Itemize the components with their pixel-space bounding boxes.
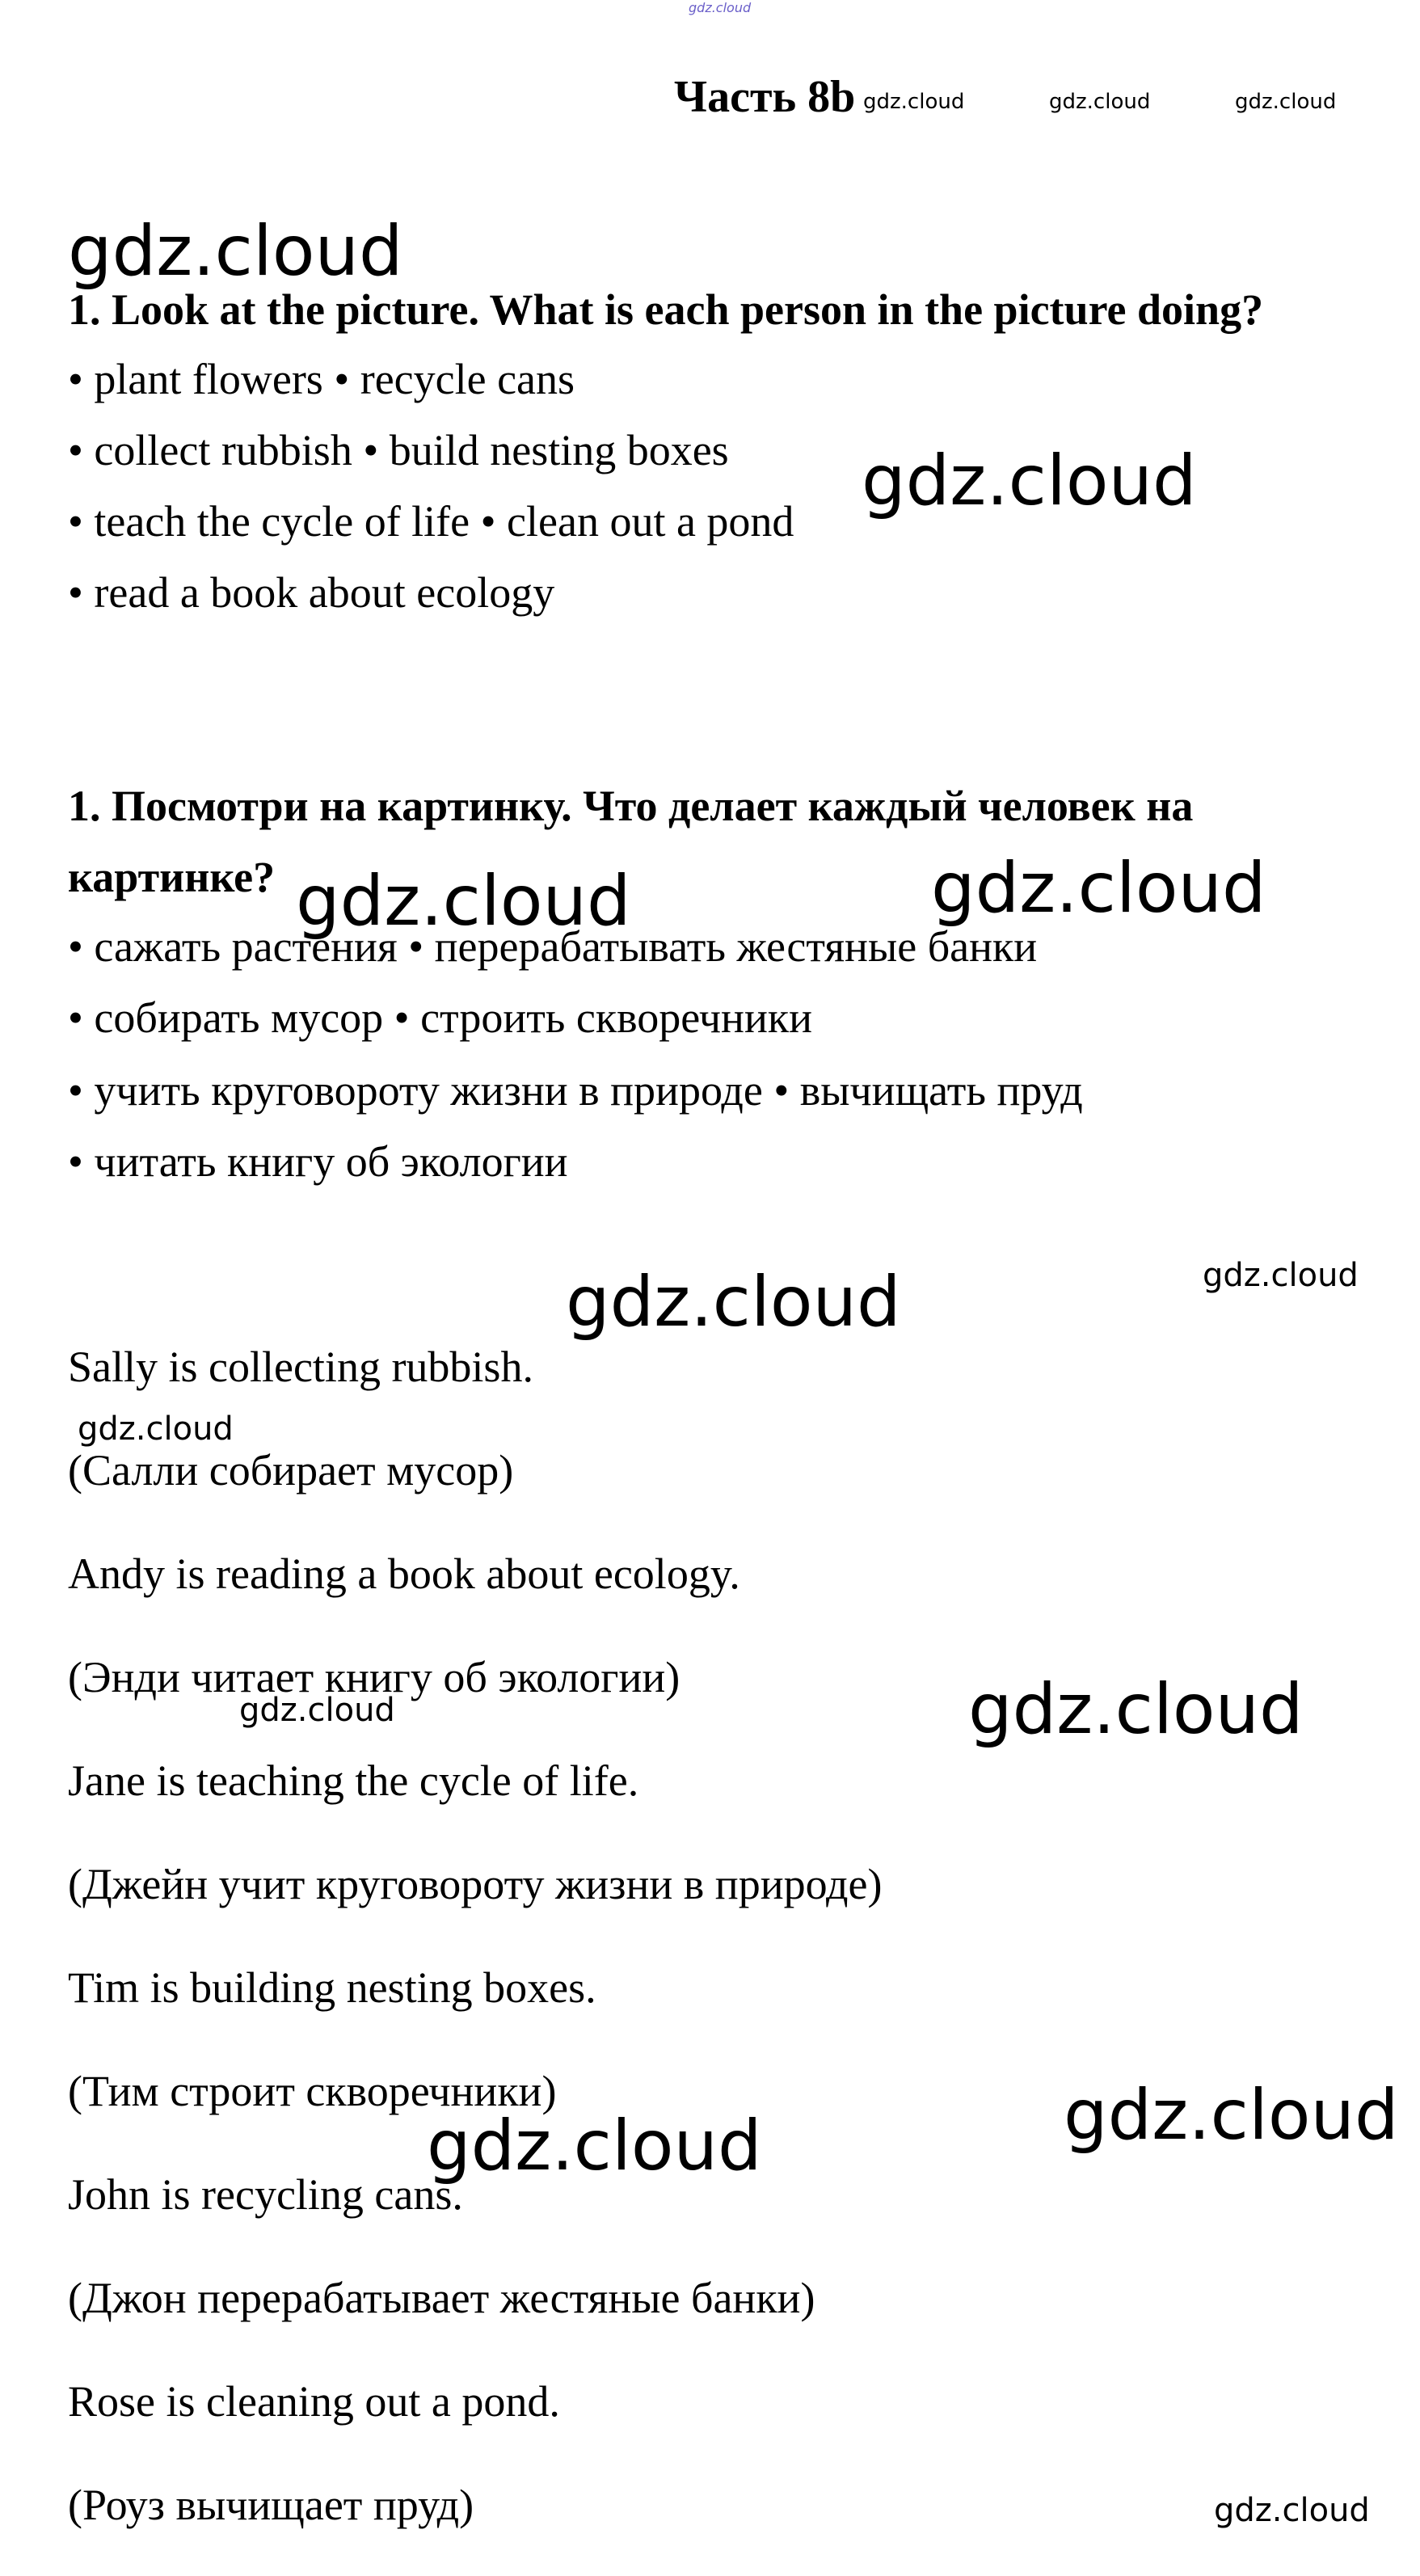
- exercise-item-ru: • читать книгу об экологии: [68, 1137, 568, 1186]
- answer-ru: (Джейн учит круговороту жизни в природе): [68, 1860, 883, 1908]
- answer-en: Jane is teaching the cycle of life.: [68, 1756, 639, 1805]
- watermark: gdz.cloud: [931, 848, 1266, 929]
- exercise-item-en: • plant flowers • recycle cans: [68, 355, 575, 403]
- watermark: gdz.cloud: [1235, 90, 1337, 114]
- watermark: gdz.cloud: [968, 1669, 1304, 1750]
- exercise-item-ru: • сажать растения • перерабатывать жестяные банки: [68, 922, 1038, 971]
- watermark: gdz.cloud: [239, 1692, 395, 1729]
- watermark: gdz.cloud: [427, 2106, 762, 2186]
- answer-ru: (Джон перерабатывает жестяные банки): [68, 2274, 815, 2322]
- watermark: gdz.cloud: [296, 861, 631, 942]
- exercise-item-en: • collect rubbish • build nesting boxes: [68, 426, 729, 474]
- answer-ru: (Салли собирает мусор): [68, 1446, 514, 1495]
- answer-ru: (Тим строит скворечники): [68, 2067, 557, 2115]
- exercise-heading-ru: картинке?: [68, 853, 276, 901]
- answer-en: Tim is building nesting boxes.: [68, 1963, 596, 2012]
- answer-ru: (Энди читает книгу об экологии): [68, 1653, 681, 1701]
- watermark: gdz.cloud: [863, 90, 965, 114]
- watermark: gdz.cloud: [862, 441, 1197, 521]
- watermark: gdz.cloud: [1203, 1257, 1359, 1294]
- answer-en: Sally is collecting rubbish.: [68, 1343, 533, 1391]
- answer-ru: (Роуз вычищает пруд): [68, 2481, 474, 2529]
- watermark: gdz.cloud: [1064, 2075, 1399, 2156]
- exercise-heading-en: 1. Look at the picture. What is each person in the picture doing?: [68, 285, 1264, 334]
- exercise-item-en: • teach the cycle of life • clean out a pond: [68, 497, 794, 546]
- page-title: Часть 8b: [674, 72, 856, 122]
- watermark: gdz.cloud: [689, 0, 752, 15]
- exercise-item-ru: • учить круговороту жизни в природе • вычищать пруд: [68, 1066, 1083, 1115]
- watermark: gdz.cloud: [78, 1410, 234, 1448]
- watermark: gdz.cloud: [1049, 90, 1151, 114]
- watermark: gdz.cloud: [1214, 2492, 1370, 2529]
- watermark: gdz.cloud: [68, 211, 403, 292]
- answer-en: Rose is cleaning out a pond.: [68, 2377, 560, 2426]
- exercise-heading-ru: 1. Посмотри на картинку. Что делает каждый человек на: [68, 782, 1194, 830]
- answer-en: John is recycling cans.: [68, 2170, 463, 2219]
- watermark: gdz.cloud: [566, 1262, 901, 1343]
- exercise-item-ru: • собирать мусор • строить скворечники: [68, 993, 812, 1042]
- answer-en: Andy is reading a book about ecology.: [68, 1549, 740, 1598]
- exercise-item-en: • read a book about ecology: [68, 568, 555, 617]
